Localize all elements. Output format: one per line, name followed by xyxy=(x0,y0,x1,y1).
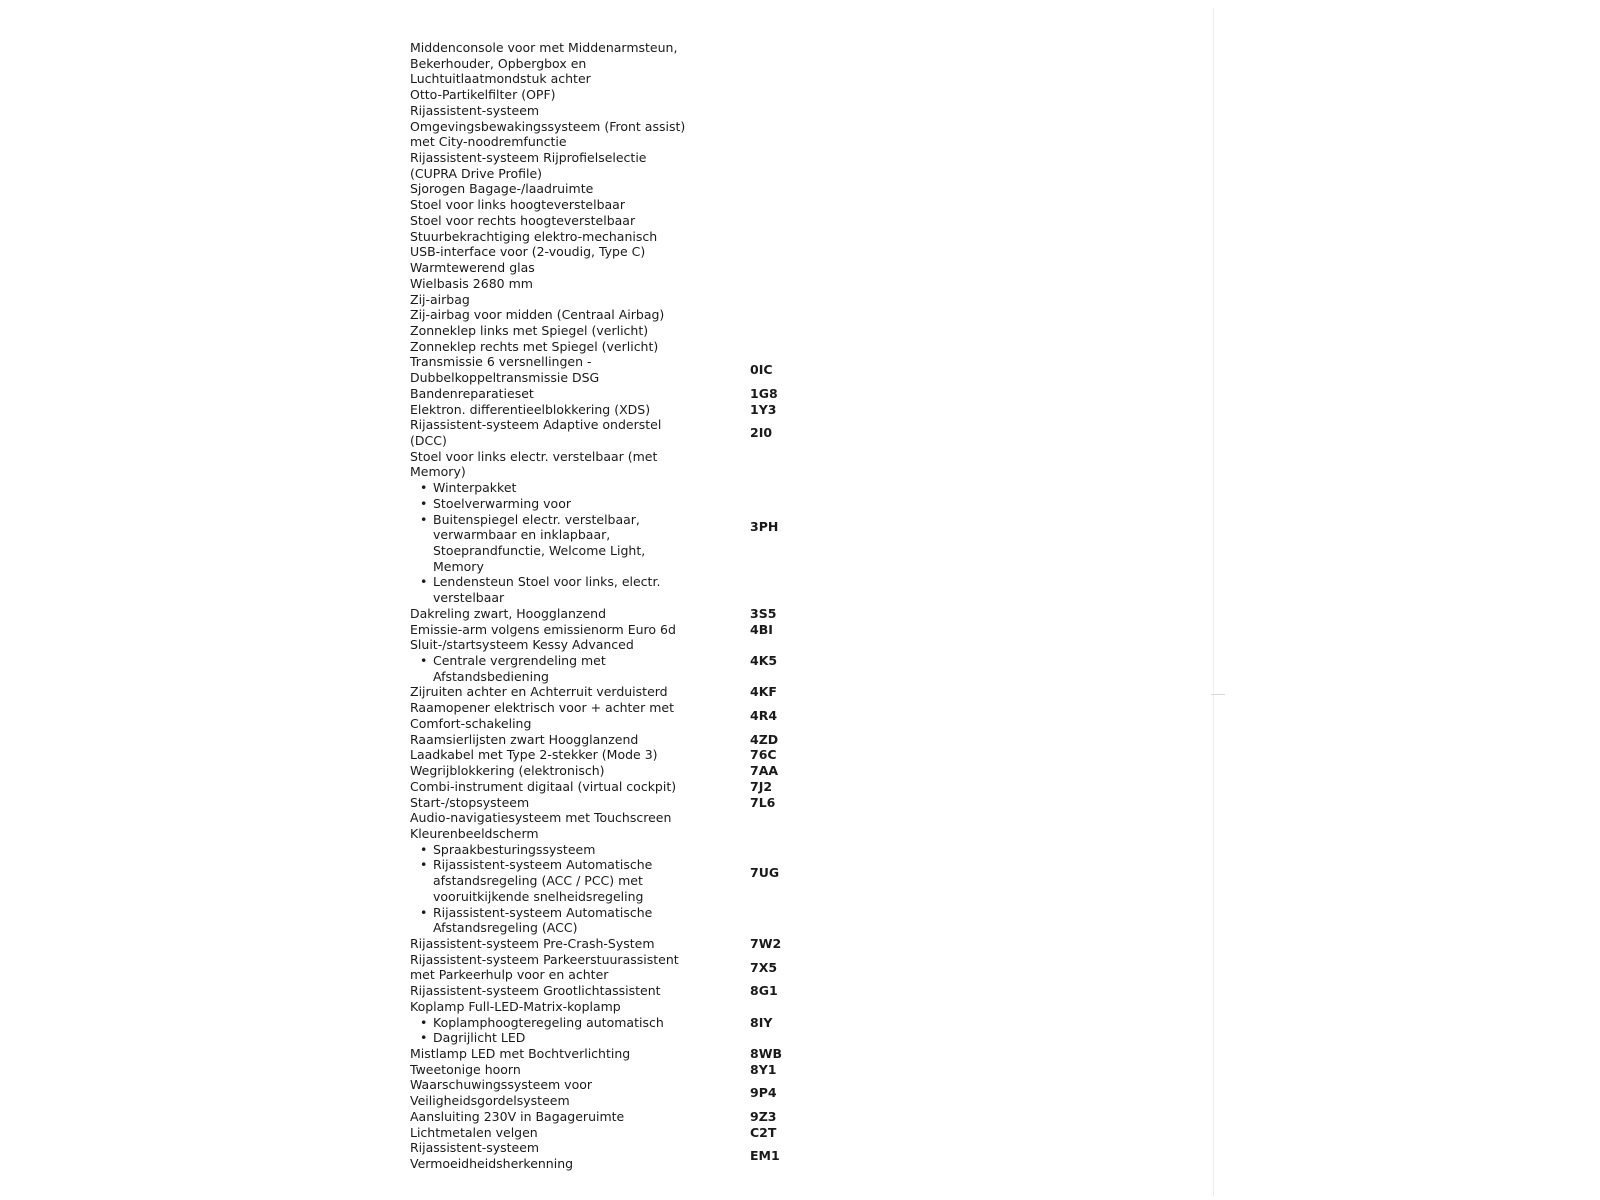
option-row xyxy=(410,402,810,418)
option-sub-item: • Buitenspiegel electr. verstelbaar, xyxy=(410,512,750,528)
option-description xyxy=(410,606,750,622)
option-code: 1G8 xyxy=(750,385,778,401)
option-description xyxy=(410,402,750,418)
option-text-line: Bandenreparatieset xyxy=(410,385,534,401)
option-text-line: Audio-navigatiesysteem met Touchscreen xyxy=(410,810,672,826)
option-row xyxy=(410,103,810,150)
option-row xyxy=(410,307,810,323)
option-description xyxy=(410,229,750,245)
option-text-line: Otto-Partikelfilter (OPF) xyxy=(410,87,556,103)
option-row xyxy=(410,417,810,448)
option-text-line: Stoel voor rechts hoogteverstelbaar xyxy=(410,212,636,228)
option-description xyxy=(410,323,750,339)
option-row xyxy=(410,795,810,811)
option-text-line: Stoel voor links hoogteverstelbaar xyxy=(410,197,625,213)
option-text-line: Emissie-arm volgens emissienorm Euro 6d xyxy=(410,621,676,637)
option-text-line: Koplamp Full-LED-Matrix-koplamp xyxy=(410,998,621,1014)
option-text-line: Transmissie 6 versnellingen - xyxy=(410,354,592,370)
option-description xyxy=(410,999,750,1046)
option-description xyxy=(410,700,750,731)
option-description xyxy=(410,307,750,323)
option-code: 7UG xyxy=(750,865,780,881)
option-description xyxy=(410,1077,750,1108)
option-description xyxy=(410,763,750,779)
option-code: 3PH xyxy=(750,519,779,535)
option-row xyxy=(410,637,810,684)
option-text-line: Rijassistent-systeem Rijprofielselectie xyxy=(410,150,647,166)
option-sub-item-continuation: Stoeprandfunctie, Welcome Light, xyxy=(433,543,646,558)
option-row xyxy=(410,700,810,731)
option-code: EM1 xyxy=(750,1148,780,1164)
option-description xyxy=(410,1062,750,1078)
option-code: 3S5 xyxy=(750,605,777,621)
option-sub-item: • Centrale vergrendeling met xyxy=(410,653,750,669)
option-code: 1Y3 xyxy=(750,401,777,417)
option-row xyxy=(410,354,810,385)
option-row xyxy=(410,181,810,197)
option-row xyxy=(410,763,810,779)
option-description xyxy=(410,449,750,606)
option-description xyxy=(410,1109,750,1125)
option-sub-item: • Stoelverwarming voor xyxy=(410,496,750,512)
option-text-line: Memory) xyxy=(410,464,466,480)
option-row xyxy=(410,999,810,1046)
option-text-line: Bekerhouder, Opbergbox en xyxy=(410,55,587,71)
option-description xyxy=(410,622,750,638)
option-text-line: Stoel voor links electr. verstelbaar (met xyxy=(410,448,658,464)
option-row xyxy=(410,747,810,763)
option-code: 8IY xyxy=(750,1014,773,1030)
option-description xyxy=(410,292,750,308)
option-text-line: Middenconsole voor met Middenarmsteun, xyxy=(410,40,678,55)
option-code: 4BI xyxy=(750,621,773,637)
option-row xyxy=(410,1140,810,1171)
option-text-line: Zij-airbag voor midden (Centraal Airbag) xyxy=(410,307,665,323)
option-text-line: Raamopener elektrisch voor + achter met xyxy=(410,700,674,716)
option-text-line: Aansluiting 230V in Bagageruimte xyxy=(410,1108,625,1124)
option-code: 8WB xyxy=(750,1046,783,1061)
option-row xyxy=(410,386,810,402)
option-text-line: Dubbelkoppeltransmissie DSG xyxy=(410,370,600,386)
option-description xyxy=(410,779,750,795)
page-edge-line xyxy=(1213,8,1214,1196)
option-text-line: Dakreling zwart, Hoogglanzend xyxy=(410,605,607,621)
option-text-line: Waarschuwingssysteem voor xyxy=(410,1077,593,1093)
option-text-line: met Parkeerhulp voor en achter xyxy=(410,967,609,983)
option-description xyxy=(410,150,750,181)
option-code: 0IC xyxy=(750,362,773,378)
option-text-line: (CUPRA Drive Profile) xyxy=(410,165,543,181)
option-row xyxy=(410,952,810,983)
option-description xyxy=(410,1046,750,1062)
option-description xyxy=(410,354,750,385)
option-sub-item-continuation: Afstandsbediening xyxy=(433,668,549,684)
option-text-line: Rijassistent-systeem Parkeerstuurassistent xyxy=(410,951,679,967)
option-description xyxy=(410,244,750,260)
option-sub-item: • Koplamphoogteregeling automatisch xyxy=(410,1015,750,1031)
option-sub-item: • Rijassistent-systeem Automatische xyxy=(410,905,750,921)
option-row xyxy=(410,606,810,622)
option-text-line: Zijruiten achter en Achterruit verduisterd xyxy=(410,684,668,700)
option-row xyxy=(410,810,810,936)
option-text-line: Kleurenbeeldscherm xyxy=(410,825,539,841)
option-text-line: Zonneklep links met Spiegel (verlicht) xyxy=(410,322,649,338)
option-code: 7W2 xyxy=(750,935,782,951)
option-description xyxy=(410,1140,750,1171)
option-description xyxy=(410,795,750,811)
option-text-line: Wegrijblokkering (elektronisch) xyxy=(410,763,605,779)
option-code: 8Y1 xyxy=(750,1061,777,1077)
option-description xyxy=(410,936,750,952)
option-row xyxy=(410,449,810,606)
option-code: 7AA xyxy=(750,763,779,779)
option-sub-item: • Winterpakket xyxy=(410,480,750,496)
option-text-line: Combi-instrument digitaal (virtual cockpit) xyxy=(410,778,677,794)
option-sub-item-continuation: verstelbaar xyxy=(433,590,505,606)
option-code: 4K5 xyxy=(750,653,778,669)
option-code: 4R4 xyxy=(750,708,778,724)
option-row xyxy=(410,213,810,229)
option-description xyxy=(410,386,750,402)
option-row xyxy=(410,260,810,276)
option-text-line: Warmtewerend glas xyxy=(410,260,535,276)
option-code: 7X5 xyxy=(750,959,778,975)
option-text-line: Rijassistent-systeem xyxy=(410,102,540,118)
option-description xyxy=(410,213,750,229)
equipment-options-list xyxy=(410,40,810,1172)
option-sub-item: • Lendensteun Stoel voor links, electr. xyxy=(410,574,750,590)
option-row xyxy=(410,40,810,87)
option-text-line: Start-/stopsysteem xyxy=(410,794,530,810)
option-row xyxy=(410,197,810,213)
option-code: 8G1 xyxy=(750,983,778,999)
option-code: C2T xyxy=(750,1124,777,1140)
option-text-line: Vermoeidheidsherkenning xyxy=(410,1156,574,1172)
option-description xyxy=(410,747,750,763)
option-description xyxy=(410,103,750,150)
option-row xyxy=(410,229,810,245)
option-text-line: Laadkabel met Type 2-stekker (Mode 3) xyxy=(410,747,658,763)
option-text-line: met City-noodremfunctie xyxy=(410,134,567,150)
option-row xyxy=(410,292,810,308)
option-row xyxy=(410,1046,810,1062)
option-description xyxy=(410,40,750,87)
option-text-line: Elektron. differentieelblokkering (XDS) xyxy=(410,401,651,417)
option-text-line: Veiligheidsgordelsysteem xyxy=(410,1093,570,1109)
option-row xyxy=(410,684,810,700)
option-text-line: Zij-airbag xyxy=(410,291,470,307)
option-code: 7L6 xyxy=(750,794,776,810)
option-sub-item-continuation: afstandsregeling (ACC / PCC) met xyxy=(433,873,643,889)
option-sub-item-continuation: vooruitkijkende snelheidsregeling xyxy=(433,888,644,904)
page-edge-mark xyxy=(1211,694,1225,695)
option-code: 9P4 xyxy=(750,1085,777,1101)
option-row xyxy=(410,983,810,999)
option-description xyxy=(410,181,750,197)
option-description xyxy=(410,684,750,700)
option-description xyxy=(410,952,750,983)
option-row xyxy=(410,779,810,795)
option-row xyxy=(410,323,810,339)
option-text-line: Zonneklep rechts met Spiegel (verlicht) xyxy=(410,338,659,354)
option-row xyxy=(410,276,810,292)
option-text-line: Mistlamp LED met Bochtverlichting xyxy=(410,1046,631,1061)
option-row xyxy=(410,244,810,260)
option-sub-item: • Dagrijlicht LED xyxy=(410,1030,750,1046)
option-description xyxy=(410,637,750,684)
option-description xyxy=(410,87,750,103)
option-description xyxy=(410,197,750,213)
option-code: 4ZD xyxy=(750,731,779,747)
option-description xyxy=(410,983,750,999)
option-row xyxy=(410,1125,810,1141)
option-text-line: Omgevingsbewakingssysteem (Front assist) xyxy=(410,118,686,134)
option-text-line: Rijassistent-systeem Adaptive onderstel xyxy=(410,417,662,433)
option-text-line: Raamsierlijsten zwart Hoogglanzend xyxy=(410,731,639,747)
option-description xyxy=(410,810,750,936)
option-row xyxy=(410,936,810,952)
option-row xyxy=(410,732,810,748)
option-text-line: Sjorogen Bagage-/laadruimte xyxy=(410,181,594,197)
option-text-line: Tweetonige hoorn xyxy=(410,1061,521,1077)
option-code: 7J2 xyxy=(750,778,773,794)
option-sub-item: • Spraakbesturingssysteem xyxy=(410,842,750,858)
option-text-line: Rijassistent-systeem Pre-Crash-System xyxy=(410,935,655,951)
option-code: 4KF xyxy=(750,684,777,700)
option-row xyxy=(410,1077,810,1108)
option-text-line: Lichtmetalen velgen xyxy=(410,1124,538,1140)
option-text-line: Rijassistent-systeem xyxy=(410,1140,540,1156)
option-description xyxy=(410,417,750,448)
option-description xyxy=(410,260,750,276)
option-text-line: Rijassistent-systeem Grootlichtassistent xyxy=(410,983,661,999)
option-text-line: Comfort-schakeling xyxy=(410,715,532,731)
option-row xyxy=(410,87,810,103)
option-code: 9Z3 xyxy=(750,1108,777,1124)
option-text-line: Luchtuitlaatmondstuk achter xyxy=(410,71,591,87)
option-text-line: (DCC) xyxy=(410,432,447,448)
option-text-line: Wielbasis 2680 mm xyxy=(410,275,533,291)
option-row xyxy=(410,622,810,638)
option-sub-item-continuation: verwarmbaar en inklapbaar, xyxy=(433,527,611,543)
option-text-line: Stuurbekrachtiging elektro-mechanisch xyxy=(410,228,658,244)
option-description xyxy=(410,732,750,748)
option-sub-item: • Rijassistent-systeem Automatische xyxy=(410,857,750,873)
option-description xyxy=(410,276,750,292)
option-description xyxy=(410,339,750,355)
option-sub-item-continuation: Afstandsregeling (ACC) xyxy=(433,920,578,936)
option-text-line: USB-interface voor (2-voudig, Type C) xyxy=(410,244,646,260)
option-code: 2I0 xyxy=(750,425,773,441)
option-row xyxy=(410,339,810,355)
option-text-line: Sluit-/startsysteem Kessy Advanced xyxy=(410,637,634,653)
option-description xyxy=(410,1125,750,1141)
option-sub-item-continuation: Memory xyxy=(433,558,484,574)
option-row xyxy=(410,150,810,181)
option-row xyxy=(410,1062,810,1078)
option-code: 76C xyxy=(750,747,777,763)
option-row xyxy=(410,1109,810,1125)
